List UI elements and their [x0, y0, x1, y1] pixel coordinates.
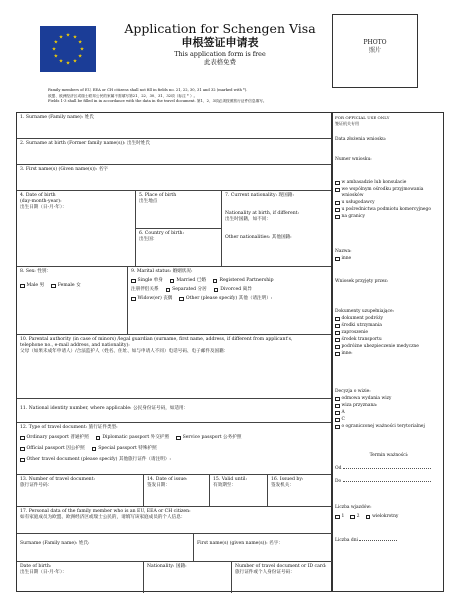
lodged-checkbox[interactable] [335, 200, 443, 206]
checkbox-icon [20, 436, 25, 441]
eu-flag-icon [40, 26, 96, 72]
option-label: dokument podróży [341, 316, 383, 321]
field-3-first-names[interactable] [17, 165, 331, 191]
doc-other-checkbox[interactable] [20, 457, 171, 463]
official-use-panel [332, 112, 444, 592]
field-label: 4. Date of birth [20, 193, 56, 198]
option-label: o ograniczonej ważności terytorialnej [341, 424, 425, 429]
field-label: 有效期至： [213, 482, 236, 488]
option-label: inne: [341, 351, 353, 356]
checkbox-icon [335, 201, 340, 206]
field-1-surname[interactable] [17, 113, 331, 139]
field-label: 3. First name(s) (Given name(s)): 名字 [20, 167, 108, 172]
checkbox-icon [213, 279, 218, 284]
field-label: Nationality at birth, if different: [225, 210, 300, 216]
flag-star-icon: ★ [79, 46, 85, 53]
name-field[interactable] [335, 249, 443, 262]
option-label: Widow(er) 丧偶 [137, 295, 173, 301]
field-label: 15. Valid until: [213, 477, 247, 482]
field-label: Number of travel document or ID card: [235, 564, 327, 569]
field-label: 旅行证件或个人身份证号码： [235, 569, 295, 575]
field-label: (day-month-year): [20, 198, 62, 204]
option-label: wiza przyznana: [341, 403, 378, 408]
field-label: 签发机关： [271, 482, 294, 488]
doc-special-passport-checkbox[interactable] [92, 446, 157, 452]
number-of-entries [335, 505, 443, 520]
option-label: Registered Partnership [219, 277, 274, 283]
flag-star-icon: ★ [72, 58, 78, 65]
option-label: Other travel document (please specify) 其他旅行证件（请注明）: [26, 456, 171, 462]
field-label: 11. National identity number, where applicable: 公民身份证号码，如适用： [20, 406, 189, 411]
field-label: 7. Current nationality: 现国籍: [225, 193, 294, 198]
checkbox-icon [92, 447, 97, 452]
checkbox-icon [335, 397, 340, 402]
option-label: Separated 分居 [172, 286, 207, 292]
option-label: C [341, 417, 345, 422]
field-12-travel-document-type [17, 423, 331, 475]
entries-multiple-checkbox[interactable] [366, 514, 399, 520]
document-checkbox[interactable] [335, 323, 443, 329]
field-14-date-of-issue[interactable] [143, 475, 209, 506]
field-label: 2. Surname at birth (Former family name(s)): 出生时姓氏 [20, 141, 150, 146]
option-label: Divorced 离异 [220, 286, 252, 292]
handled-by-field[interactable] [335, 279, 443, 285]
supporting-documents-list [335, 309, 443, 357]
checkbox-icon [335, 188, 340, 193]
field-label: 10. Parental authority (in case of minors) /legal guardian (surname, first name, address, if different from applicant's, [20, 337, 293, 342]
field-label: 13. Number of travel document: [20, 477, 96, 482]
field-5-place-of-birth[interactable] [135, 191, 221, 229]
checkbox-icon [335, 331, 340, 336]
document-checkbox[interactable] [335, 337, 443, 343]
flag-star-icon: ★ [65, 32, 71, 39]
option-label: 2 [356, 514, 360, 519]
number-of-days-field[interactable] [335, 537, 443, 544]
option-label: Ordinary passport 普通护照 [26, 434, 89, 440]
flag-star-icon: ★ [72, 34, 78, 41]
field-label: 17. Personal data of the family member who is an EU, EEA or CH citizen: [20, 509, 191, 514]
field-label: Surname (Family name): 姓氏: [20, 541, 90, 546]
flag-star-icon: ★ [77, 53, 83, 60]
option-label: Single 单身 [137, 277, 163, 283]
field-label: Od [335, 466, 342, 471]
instruction-line: Family members of EU, EEA or CH citizens shall not fill in fields no. 21, 22, 30, 31 and 32 (marked with *). [48, 88, 248, 92]
field-17-first-name[interactable] [193, 533, 333, 561]
flag-star-icon: ★ [53, 39, 59, 46]
document-checkbox[interactable] [335, 330, 443, 336]
decision-checkbox[interactable] [335, 417, 443, 423]
field-label: Date of birth: [20, 564, 52, 569]
field-6-country-of-birth[interactable] [135, 229, 221, 267]
field-label: 出生国： [139, 236, 158, 242]
lodged-checkbox[interactable] [335, 187, 443, 199]
marital-other-checkbox[interactable] [179, 296, 272, 302]
field-label: 9. Marital status: 婚姻状况: [131, 269, 193, 274]
checkbox-icon [176, 436, 181, 441]
field-4-date-of-birth[interactable] [17, 191, 135, 266]
field-label: First name(s) (given name(s)): 名字： [197, 541, 283, 546]
field-9-marital-status [127, 267, 333, 334]
option-label: odmowa wydania wizy [341, 396, 392, 401]
doc-ordinary-passport-checkbox[interactable] [20, 435, 89, 441]
document-checkbox[interactable] [335, 316, 443, 322]
valid-from-field[interactable] [335, 465, 443, 472]
field-label: Dokumenty uzupełniające: [335, 309, 395, 314]
field-label: 12. Type of travel document: 旅行证件类型: [20, 425, 118, 430]
field-2-surname-at-birth[interactable] [17, 139, 331, 165]
entries-2-checkbox[interactable] [350, 514, 359, 520]
field-label: Decyzja o wizie: [335, 389, 371, 394]
field-13-document-number[interactable] [17, 475, 143, 506]
field-label: 出生时国籍，如不同： [225, 216, 271, 222]
checkbox-icon [366, 515, 371, 520]
field-label: 出生日期（日-月-年）： [20, 569, 67, 575]
field-label: Nationality: 国籍: [147, 564, 187, 569]
option-label: środek transportu [341, 337, 382, 342]
lodged-at-list [335, 179, 443, 220]
field-16-issued-by[interactable] [267, 475, 333, 506]
field-17-date-of-birth[interactable] [17, 561, 143, 593]
field-17-family-member [17, 507, 331, 593]
option-label: Diplomatic passport 外交护照 [102, 434, 170, 440]
option-label: u pośrednictwa podmiotu komercyjnego [341, 207, 431, 212]
checkbox-icon [335, 404, 340, 409]
checkbox-icon [335, 181, 340, 186]
field-label: 签发日期： [147, 482, 170, 488]
field-17-surname[interactable] [17, 533, 193, 561]
option-label: Special passport 特殊护照 [98, 445, 157, 451]
checkbox-icon [20, 458, 25, 463]
checkbox-icon [335, 411, 340, 416]
option-label: 注册伴侣关系 [131, 286, 159, 292]
flag-star-icon: ★ [77, 39, 83, 46]
dotted-line [359, 537, 397, 541]
birth-nationality-row [17, 191, 331, 267]
field-8-sex [17, 267, 127, 334]
checkbox-icon [20, 284, 25, 289]
checkbox-icon [335, 515, 340, 520]
official-use-header-chinese: 签证机关专用 [335, 121, 359, 126]
field-17-document-number[interactable] [231, 561, 333, 593]
option-label: podróżne ubezpieczenie medyczne [341, 344, 419, 349]
field-15-valid-until[interactable] [209, 475, 267, 506]
option-label: zaproszenie [341, 330, 368, 335]
other-checkbox[interactable] [335, 256, 443, 262]
checkbox-icon [51, 284, 56, 289]
flag-star-icon: ★ [53, 53, 59, 60]
photo-box[interactable] [332, 14, 418, 88]
decision-checkbox[interactable] [335, 424, 443, 430]
field-label: 旅行证件号码： [20, 482, 53, 488]
checkbox-icon [179, 297, 184, 302]
checkbox-icon [131, 279, 136, 284]
application-number-field[interactable] [335, 157, 443, 163]
application-date-field[interactable] [335, 137, 443, 143]
option-label: w ambasadzie lub konsulacie [341, 180, 407, 185]
checkbox-icon [335, 317, 340, 322]
photo-label: PHOTO [363, 39, 387, 46]
field-17-nationality[interactable] [143, 561, 231, 593]
option-label: Other (please specify) 其他（请注明）: [185, 295, 273, 301]
field-label: 如有家庭成员为欧盟、欧洲经济区或瑞士公民的，请填写该家庭成员的个人信息： [20, 514, 186, 520]
option-label: Official passport 因公护照 [26, 445, 85, 451]
validity-fields [335, 453, 443, 485]
field-label: Data złożenia wniosku: [335, 137, 387, 142]
marital-married-checkbox[interactable] [170, 278, 206, 284]
checkbox-icon [335, 338, 340, 343]
option-label: wielokrotny [372, 514, 399, 519]
lodged-checkbox[interactable] [335, 180, 443, 186]
decision-checkbox[interactable] [335, 396, 443, 402]
field-label: Wniosek przyjęty przez: [335, 279, 389, 284]
official-use-header: FOR OFFICIAL USE ONLY [335, 115, 390, 120]
field-label: telephone no., e-mail address, and nationality): [20, 342, 130, 348]
checkbox-icon [214, 288, 219, 293]
title-english: Application for Schengen Visa [124, 21, 316, 36]
doc-diplomatic-passport-checkbox[interactable] [96, 435, 169, 441]
checkbox-icon [20, 447, 25, 452]
title-chinese: 申根签证申请表 [181, 36, 259, 49]
field-10-parental-authority[interactable] [17, 335, 331, 399]
marital-separated-checkbox[interactable] [166, 287, 207, 293]
flag-star-icon: ★ [58, 58, 64, 65]
lodged-checkbox[interactable] [335, 214, 443, 220]
checkbox-icon [335, 324, 340, 329]
field-11-national-id[interactable] [17, 399, 331, 423]
document-checkbox[interactable] [335, 351, 443, 357]
valid-to-field[interactable] [335, 478, 443, 485]
instructions [48, 88, 338, 105]
sex-marital-row [17, 267, 331, 335]
dotted-line [343, 478, 431, 482]
checkbox-icon [335, 257, 340, 262]
free-notice-chinese: 此表格免费 [204, 58, 236, 66]
decision-checkbox[interactable] [335, 410, 443, 416]
doc-official-passport-checkbox[interactable] [20, 446, 85, 452]
photo-label-chinese: 照片 [368, 46, 381, 54]
free-notice-english: This application form is free [174, 50, 266, 58]
checkbox-icon [131, 297, 136, 302]
flag-star-icon: ★ [58, 34, 64, 41]
field-label: 1. Surname (Family name): 姓氏 [20, 115, 94, 120]
travel-document-details-row [17, 475, 331, 507]
marital-single-checkbox[interactable] [131, 278, 163, 284]
field-label: Termin ważności: [369, 453, 409, 458]
checkbox-icon [170, 279, 175, 284]
field-label: Do [335, 479, 342, 484]
field-7-nationality[interactable] [221, 191, 333, 266]
sex-male-checkbox[interactable] [20, 283, 44, 289]
option-label: 1 [341, 514, 345, 519]
checkbox-icon [335, 418, 340, 423]
lodged-checkbox[interactable] [335, 207, 443, 213]
sex-female-checkbox[interactable] [51, 283, 81, 289]
marital-widow-checkbox[interactable] [131, 296, 172, 302]
field-label: 出生日期（日-月-年）： [20, 204, 67, 210]
field-label: Nazwa: [335, 249, 352, 254]
option-label: Service passport 公务护照 [182, 434, 242, 440]
marital-divorced-checkbox[interactable] [214, 287, 252, 293]
form-header [110, 22, 330, 66]
field-label: 8. Sex: 性别： [20, 269, 52, 274]
flag-star-icon: ★ [51, 46, 57, 53]
option-label: na granicy [341, 214, 366, 219]
option-label: Female 女 [57, 282, 81, 288]
field-label: 6. Country of birth: [139, 231, 185, 236]
field-label: 出生地点 [139, 198, 158, 204]
checkbox-icon [166, 288, 171, 293]
field-label: Other nationalities: 其他国籍: [225, 234, 292, 240]
field-label: 16. Issued by: [271, 477, 304, 482]
field-label: 5. Place of birth [139, 193, 177, 198]
option-label: Married 已婚 [176, 277, 206, 283]
checkbox-icon [335, 345, 340, 350]
option-label: u usługodawcy [341, 200, 375, 205]
decision-checkbox[interactable] [335, 403, 443, 409]
checkbox-icon [335, 215, 340, 220]
option-label: A [341, 410, 345, 415]
doc-service-passport-checkbox[interactable] [176, 435, 241, 441]
checkbox-icon [350, 515, 355, 520]
field-label: Liczba wjazdów: [335, 505, 372, 510]
field-label: 父母（如果未成年申请人）/合法监护人（姓名、住址、如与申请人不同）电话号码、电子邮件及国籍： [20, 348, 229, 354]
option-label: Male 男 [26, 282, 45, 288]
applicant-form [16, 112, 332, 592]
marital-registered-partnership-checkbox[interactable] [213, 278, 274, 284]
instruction-line: Fields 1-3 shall be filled in in accordance with the data in the travel document. 第1、2、3项必须按照旅行证件信息填写。 [48, 99, 267, 104]
field-label: Liczba dni [335, 538, 358, 543]
checkbox-icon [335, 352, 340, 357]
option-label: środki utrzymania [341, 323, 382, 328]
instruction-line: 欧盟、欧洲经济区或瑞士联邦公民的家属不需填写第21、22、30、31、32项（标注 * ）。 [48, 93, 198, 98]
flag-star-icon: ★ [65, 60, 71, 67]
option-label: inne [341, 256, 352, 261]
visa-decision-list [335, 389, 443, 430]
document-checkbox[interactable] [335, 344, 443, 350]
field-label: 14. Date of issue: [147, 477, 188, 482]
checkbox-icon [96, 436, 101, 441]
option-label: we wspólnym ośrodku przyjmowania wniosków [341, 187, 424, 198]
checkbox-icon [335, 425, 340, 430]
checkbox-icon [335, 208, 340, 213]
entries-1-checkbox[interactable] [335, 514, 344, 520]
dotted-line [343, 465, 431, 469]
field-label: Numer wniosku: [335, 157, 372, 162]
